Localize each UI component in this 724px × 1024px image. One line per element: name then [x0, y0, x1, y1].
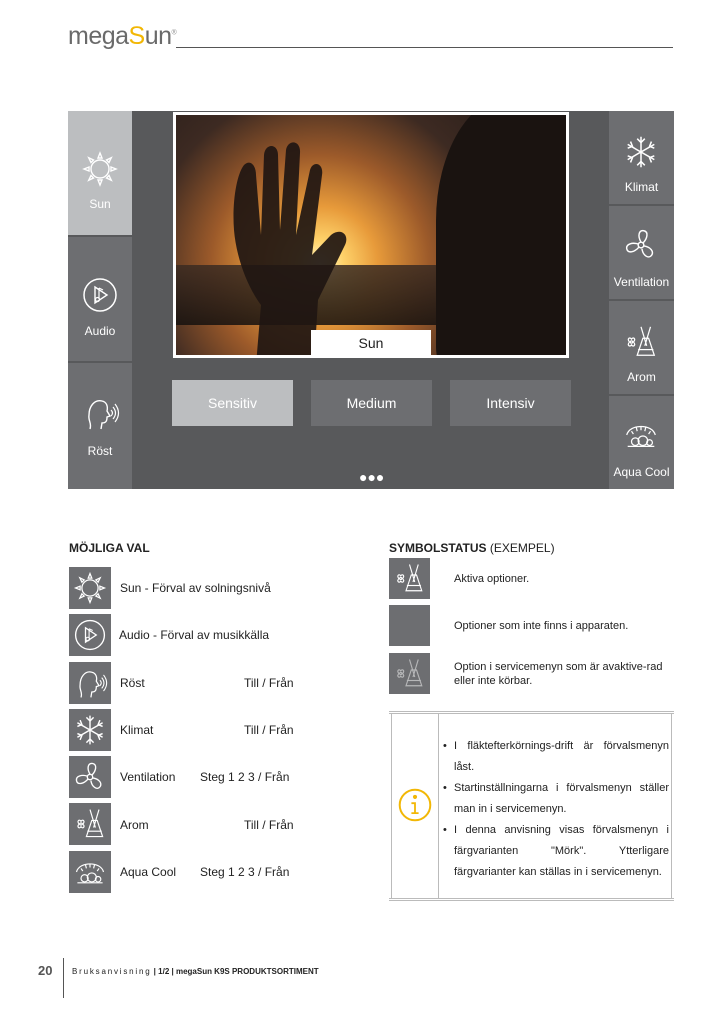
- option-label: Sun - Förval av solningsnivå: [120, 581, 271, 595]
- info-bullet: • I denna anvisning visas förvalsmenyn i färgvarianten "Mörk". Ytterligare färgvarianter kan ställas in i servicemenyn.: [443, 820, 669, 883]
- hand-silhouette: [226, 135, 356, 358]
- right-button-label: Arom: [627, 370, 656, 384]
- footer-sep: |: [169, 967, 176, 976]
- sun-preview-photo: [173, 112, 569, 358]
- left-button-sun[interactable]: [68, 111, 132, 235]
- option-icon-box: [69, 851, 111, 893]
- option-label: Röst: [120, 676, 145, 690]
- option-value: Steg 1 2 3 / Från: [200, 770, 290, 784]
- level-button-sensitiv[interactable]: Sensitiv: [172, 380, 293, 426]
- status-icon-unavailable: [389, 605, 430, 646]
- left-button-label: Sun: [89, 197, 111, 211]
- photo-caption: Sun: [311, 330, 431, 356]
- option-icon-box: [69, 756, 111, 798]
- option-label: Ventilation: [120, 770, 176, 784]
- status-icon-active: [389, 558, 430, 599]
- status-text: Optioner som inte finns i apparaten.: [454, 620, 629, 632]
- info-icon: [397, 787, 433, 823]
- sun-icon: [72, 570, 108, 606]
- right-button-label: Klimat: [624, 180, 659, 194]
- option-label: Aqua Cool: [120, 865, 177, 879]
- audio-play-icon: [72, 617, 108, 653]
- footer-product: megaSun K9S PRODUKTSORTIMENT: [175, 967, 319, 976]
- option-icon-box: [69, 567, 111, 609]
- aroma-flask-icon: [72, 806, 108, 842]
- snowflake-icon: [72, 712, 108, 748]
- info-box-divider: [438, 714, 439, 898]
- symbol-status-title: [389, 541, 555, 555]
- right-button-klimat[interactable]: [609, 111, 674, 204]
- aqua-cool-icon: [622, 416, 660, 454]
- info-bullet: • I fläktefterkörnings-drift är förvalsmenyn låst.: [443, 736, 669, 778]
- options-title: MÖJLIGA VAL: [69, 541, 150, 555]
- left-button-label: Röst: [87, 444, 113, 458]
- audio-play-icon: [80, 275, 120, 315]
- footer-manual: Bruksanvisning: [72, 967, 152, 976]
- header-rule: [176, 47, 673, 48]
- info-box-right-rule: [671, 714, 672, 898]
- info-bullet-list: [443, 736, 669, 883]
- symbol-status-title-main: SYMBOLSTATUS: [389, 541, 487, 555]
- logo-registered-mark: ®: [171, 29, 177, 37]
- logo-mega-text: mega: [68, 22, 129, 50]
- page-indicator-dots[interactable]: ●●●: [359, 469, 385, 485]
- option-label: Arom: [120, 818, 149, 832]
- left-button-voice[interactable]: [68, 363, 132, 489]
- sun-icon: [80, 149, 120, 189]
- option-icon-box: [69, 803, 111, 845]
- voice-head-icon: [80, 393, 120, 433]
- option-icon-box: [69, 709, 111, 751]
- level-button-medium[interactable]: Medium: [311, 380, 432, 426]
- right-button-label: Ventilation: [613, 275, 670, 289]
- footer-text: [72, 967, 319, 976]
- info-bullet: • Startinställningarna i förvalsmenyn ställer man in i servicemenyn.: [443, 778, 669, 820]
- right-button-arom[interactable]: [609, 301, 674, 394]
- status-text: Option i servicemenyn som är avaktive-rad eller inte körbar.: [454, 661, 663, 687]
- aqua-cool-icon: [72, 854, 108, 890]
- fan-icon: [72, 759, 108, 795]
- option-label: Klimat: [120, 723, 154, 737]
- right-button-label: Aqua Cool: [613, 465, 670, 479]
- right-button-ventilation[interactable]: [609, 206, 674, 299]
- megasun-logo: [68, 22, 176, 51]
- voice-head-icon: [72, 665, 108, 701]
- page-number: 20: [38, 963, 53, 978]
- footer-sep: |: [151, 967, 159, 976]
- logo-un-text: un: [144, 22, 172, 50]
- level-button-intensiv[interactable]: Intensiv: [450, 380, 571, 426]
- logo-s-letter: S: [128, 22, 145, 50]
- option-icon-box: [69, 662, 111, 704]
- right-button-aqua-cool[interactable]: [609, 396, 674, 489]
- snowflake-icon: [622, 133, 660, 171]
- option-label: Audio - Förval av musikkälla: [119, 628, 270, 642]
- person-silhouette: [436, 112, 569, 358]
- fan-icon: [622, 226, 660, 264]
- option-value: Steg 1 2 3 / Från: [200, 865, 290, 879]
- control-panel-screen: [68, 111, 674, 489]
- status-icon-deactivated: [389, 653, 430, 694]
- aroma-flask-icon: [622, 323, 660, 361]
- option-value: Till / Från: [244, 676, 294, 690]
- left-button-audio[interactable]: [68, 237, 132, 361]
- symbol-status-title-sub: (EXEMPEL): [489, 541, 555, 555]
- option-value: Till / Från: [244, 723, 294, 737]
- option-icon-box: [69, 614, 111, 656]
- aroma-flask-icon: [392, 561, 427, 596]
- footer-part: 1/2: [158, 967, 170, 976]
- left-button-label: Audio: [84, 324, 116, 338]
- info-box-left-rule: [391, 714, 392, 898]
- aroma-flask-icon: [392, 656, 427, 691]
- status-text: Aktiva optioner.: [454, 573, 530, 585]
- option-value: Till / Från: [244, 818, 294, 832]
- footer-rule: [63, 958, 64, 998]
